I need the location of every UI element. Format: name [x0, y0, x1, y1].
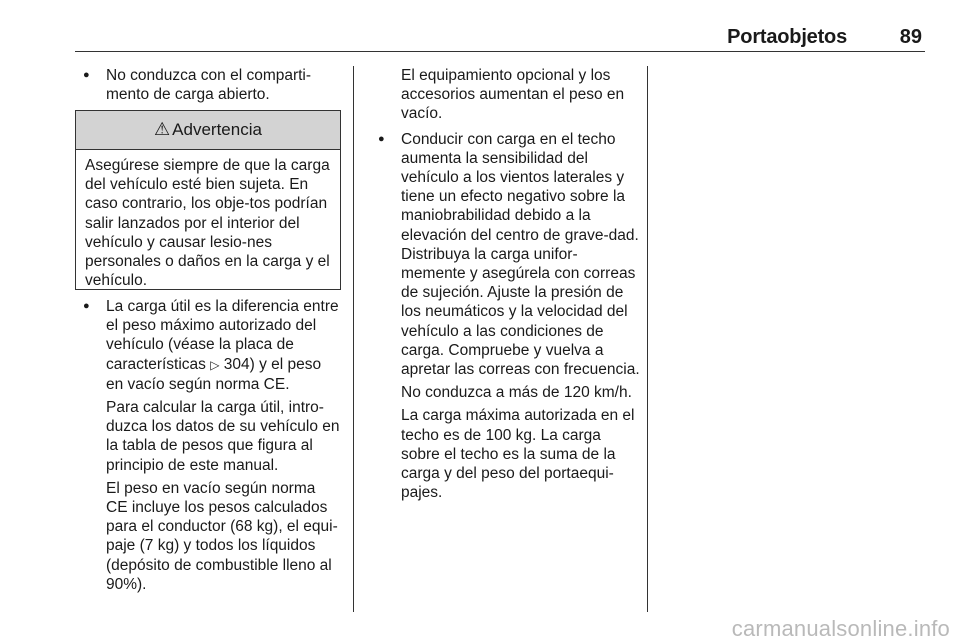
paragraph: La carga máxima autorizada en el techo es de 100 kg. La carga sobre el techo es la suma de la carga y del peso del portaequi-pajes. — [401, 407, 635, 502]
page-header — [75, 22, 925, 52]
column-divider-2 — [647, 66, 648, 612]
bullet-item: ● No conduzca con el comparti- mento de carga abierto. — [83, 66, 341, 104]
bullet-text: La carga útil es la diferencia entre el peso máximo autorizado del vehículo (véase la placa de características — [106, 298, 339, 373]
page-ref-arrow-icon: ▷ — [210, 357, 220, 372]
paragraph: No conduzca a más de 120 km/h. — [401, 384, 632, 402]
paragraph: Para calcular la carga útil, intro-duzca los datos de su vehículo en la tabla de pesos que figura al principio de este manual. — [106, 399, 340, 474]
paragraph: El equipamiento opcional y los accesorios aumentan el peso en vacío. — [401, 67, 625, 123]
warning-header — [76, 111, 340, 150]
column-1-lower — [83, 297, 341, 594]
bullet-item — [83, 297, 341, 594]
column-1 — [83, 66, 341, 104]
warning-body: Asegúrese siempre de que la carga del vehículo esté bien sujeta. En caso contrario, los obje-tos podrían salir lanzados por el interior del vehículo y causar lesio-nes personales o daños en la carga y el vehículo. — [85, 157, 330, 290]
bullet-text-ref: 304) y el peso en vacío según norma CE. — [106, 355, 322, 393]
warning-box — [75, 110, 341, 290]
column-divider-1 — [353, 66, 354, 612]
watermark: carmanualsonline.info — [731, 615, 950, 641]
column-2 — [378, 66, 640, 502]
bullet-text: Conducir con carga en el techo aumenta la sensibilidad del vehículo a los vientos laterales y tiene un efecto negativo sobre la maniobrabilidad debido a la elevación del centro de grave-dad. Distribuya la carga unifor-memente y asegúrela con correas de sujeción. Ajuste la presión de los neumáticos y la velocidad del vehículo a las condiciones de carga. Compruebe y vuelva a apretar las correas con frecuencia. — [401, 130, 640, 379]
section-title: Portaobjetos — [727, 26, 847, 48]
paragraph: El peso en vacío según norma CE incluye los pesos calculados para el conductor (68 kg), el equi-paje (7 kg) y todos los líquidos (depósito de combustible lleno al 90%). — [106, 479, 338, 593]
bullet-item — [378, 130, 640, 503]
page-number: 89 — [899, 26, 922, 48]
warning-triangle-icon: ⚠ — [154, 119, 171, 140]
warning-title: Advertencia — [172, 120, 262, 140]
